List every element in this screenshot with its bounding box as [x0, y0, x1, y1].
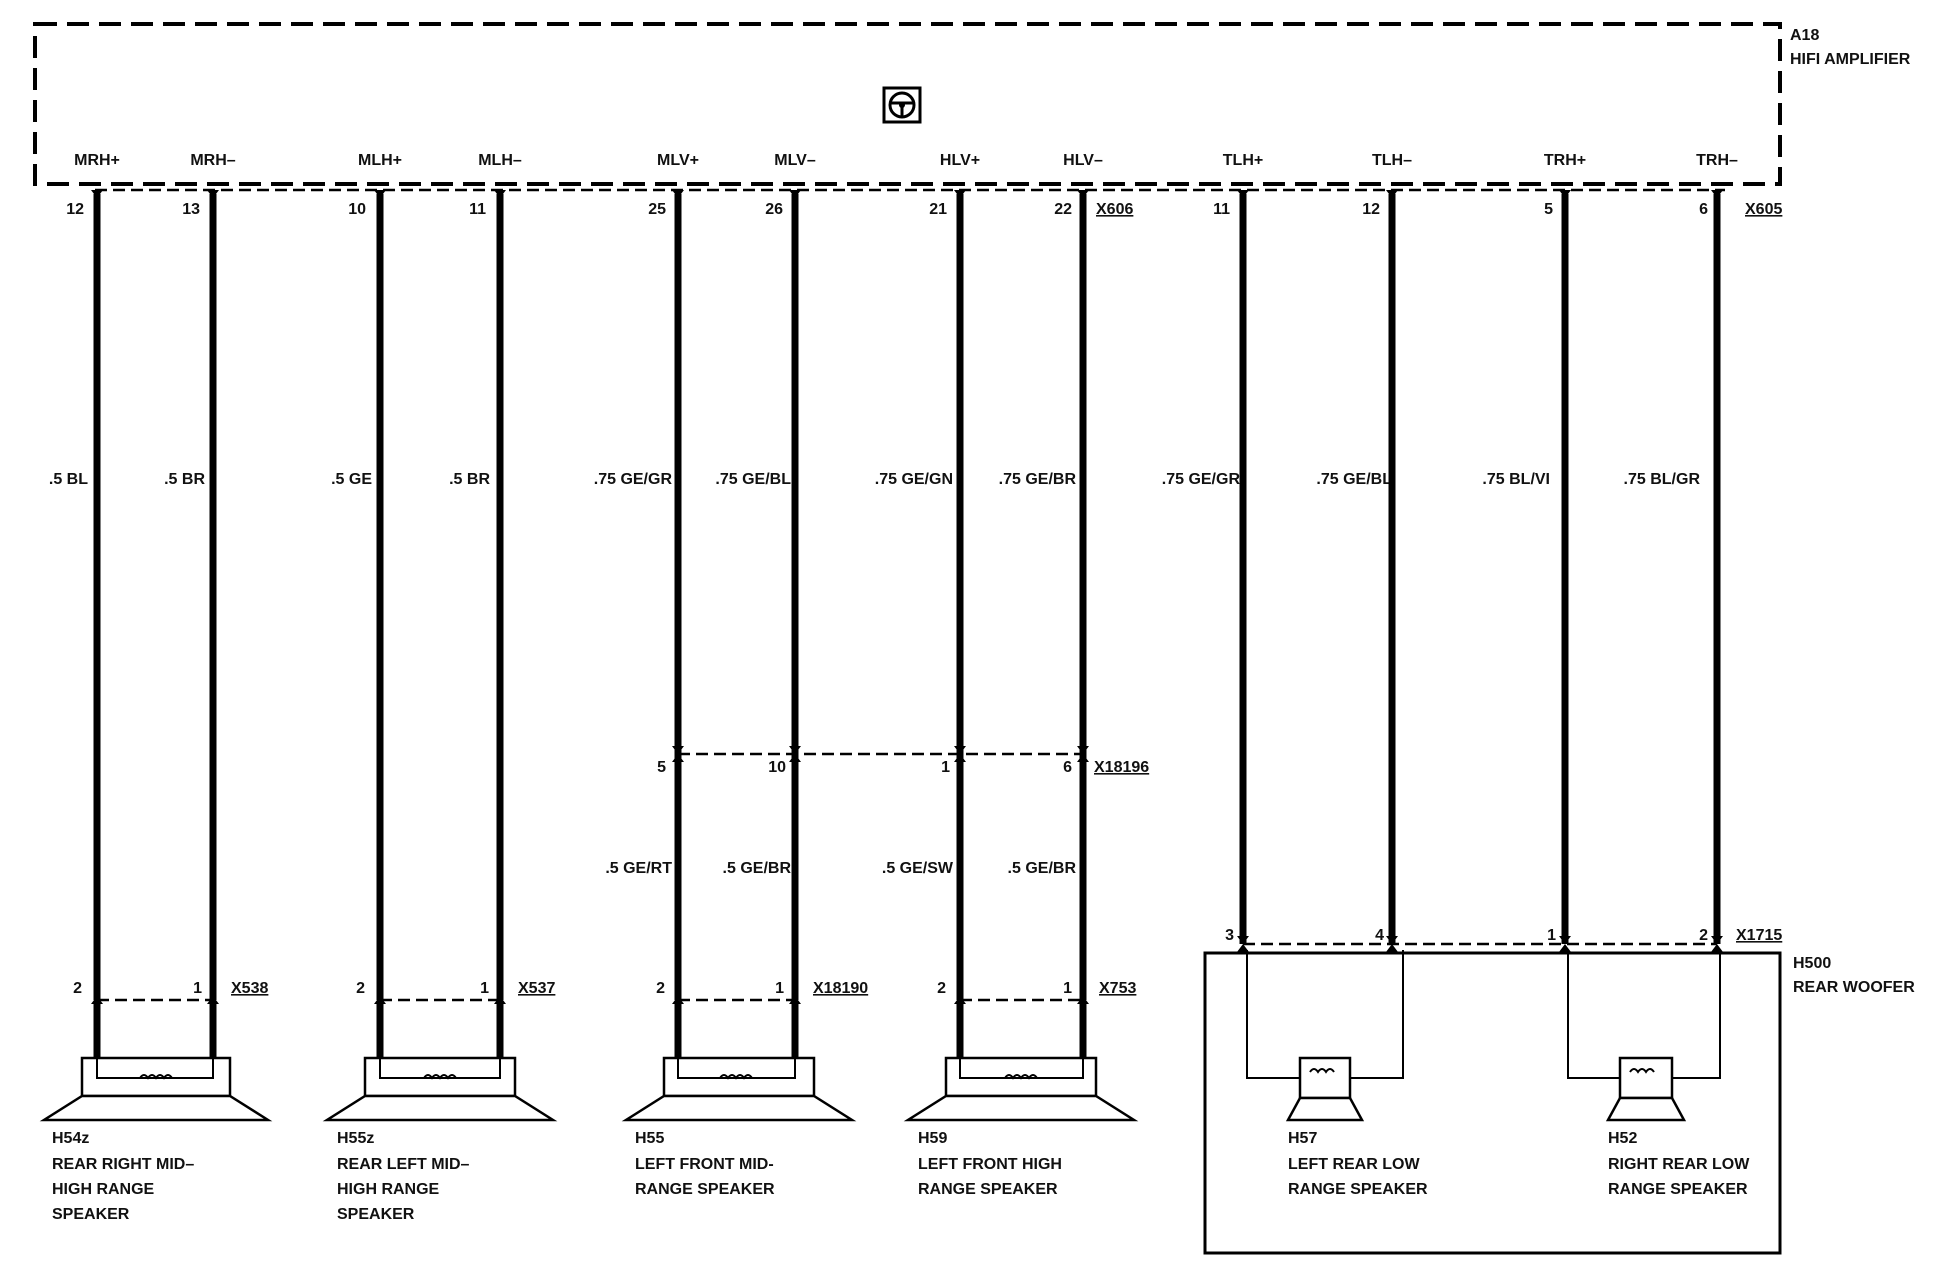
signal-label: MRH– [190, 152, 236, 169]
pin-number: 1 [1547, 927, 1556, 944]
speaker-name-line: RANGE SPEAKER [635, 1181, 775, 1198]
pin-number: 26 [765, 201, 783, 218]
speaker-label-h55 [635, 1130, 775, 1198]
pin-number: 25 [648, 201, 666, 218]
signal-label: MLH– [478, 152, 522, 169]
wire-color-label: .75 GE/BL [715, 471, 791, 488]
wire-color-label: .75 GE/GR [1161, 471, 1240, 488]
connector-x606: X606 [1096, 201, 1134, 218]
speaker-id: H54z [52, 1130, 90, 1147]
signal-label: TLH+ [1222, 152, 1264, 169]
connector-x1715: X1715 [1736, 927, 1783, 944]
speaker-id: H55z [337, 1130, 375, 1147]
signal-label: MLV– [774, 152, 816, 169]
signal-label: TRH+ [1543, 152, 1587, 169]
speaker-label-h57 [1288, 1130, 1428, 1198]
steering-wheel-icon [884, 88, 920, 122]
rear-woofer-box [1205, 953, 1780, 1253]
signal-label: MRH+ [74, 152, 120, 169]
pin-number: 1 [1063, 980, 1072, 997]
speaker-symbol-h54z [44, 1004, 268, 1120]
signal-label: TRH– [1696, 152, 1738, 169]
speaker-name-line: SPEAKER [337, 1206, 415, 1223]
speaker-name-line: SPEAKER [52, 1206, 130, 1223]
pin-number: 21 [929, 201, 947, 218]
pin-number: 2 [356, 980, 365, 997]
pin-number: 3 [1225, 927, 1234, 944]
woofer-name: REAR WOOFER [1793, 979, 1915, 996]
pin-number: 12 [66, 201, 84, 218]
connector-x538: X538 [231, 980, 269, 997]
wires-mlv-hlv [672, 190, 1089, 1004]
signal-label: MLH+ [358, 152, 402, 169]
speaker-label-h59 [918, 1130, 1062, 1198]
signal-label: MLV+ [657, 152, 699, 169]
pin-number: 11 [1213, 201, 1230, 218]
speaker-id: H55 [635, 1130, 665, 1147]
pin-number: 12 [1362, 201, 1380, 218]
amplifier-name: HIFI AMPLIFIER [1790, 51, 1911, 68]
pin-number: 1 [480, 980, 489, 997]
pin-number: 2 [73, 980, 82, 997]
wire-color-label: .5 GE/RT [605, 860, 672, 877]
speaker-label-h52 [1608, 1130, 1750, 1198]
wire-color-labels [49, 471, 1701, 488]
wire-color-label: .75 BL/GR [1623, 471, 1700, 488]
speaker-name-line: HIGH RANGE [52, 1181, 155, 1198]
speaker-name-line: LEFT FRONT MID- [635, 1156, 774, 1173]
pin-number: 5 [657, 759, 666, 776]
wires-tlh-trh [1237, 190, 1723, 952]
connector-x753: X753 [1099, 980, 1137, 997]
wire-color-label: .5 GE/BR [722, 860, 791, 877]
speaker-id: H52 [1608, 1130, 1638, 1147]
wire-color-label: .5 GE [331, 471, 372, 488]
pin-number: 2 [937, 980, 946, 997]
wire-color-label: .75 GE/GR [593, 471, 672, 488]
signal-labels [74, 152, 1738, 169]
signal-label: HLV+ [939, 152, 981, 169]
pin-number: 22 [1054, 201, 1072, 218]
wire-color-label: .75 BL/VI [1482, 471, 1550, 488]
amplifier-id: A18 [1790, 27, 1820, 44]
connector-x537: X537 [518, 980, 556, 997]
wire-color-label: .75 GE/BL [1316, 471, 1392, 488]
speaker-name-line: REAR LEFT MID– [337, 1156, 470, 1173]
wire-color-label: .5 BL [48, 471, 88, 488]
speaker-name-line: LEFT REAR LOW [1288, 1156, 1420, 1173]
speaker-label-h55z [337, 1130, 470, 1223]
speaker-name-line: RANGE SPEAKER [918, 1181, 1058, 1198]
amplifier-pins [66, 201, 1708, 218]
pin-number: 6 [1063, 759, 1072, 776]
speaker-symbol-h52 [1568, 950, 1720, 1120]
speaker-name-line: RIGHT REAR LOW [1608, 1156, 1750, 1173]
speaker-name-line: RANGE SPEAKER [1608, 1181, 1748, 1198]
speaker-id: H57 [1288, 1130, 1318, 1147]
speaker-symbol-h55z [327, 1004, 553, 1120]
wire-color-label: .75 GE/BR [998, 471, 1076, 488]
pin-number: 13 [182, 201, 200, 218]
speaker-label-h54z [52, 1130, 194, 1223]
connector-x18190: X18190 [813, 980, 869, 997]
pin-number: 1 [941, 759, 950, 776]
pin-number: 10 [768, 759, 786, 776]
speaker-name-line: HIGH RANGE [337, 1181, 440, 1198]
speaker-name-line: RANGE SPEAKER [1288, 1181, 1428, 1198]
wire-color-label: .5 BR [164, 471, 205, 488]
pin-number: 4 [1375, 927, 1384, 944]
connector-x18196: X18196 [1094, 759, 1150, 776]
pin-number: 6 [1699, 201, 1708, 218]
signal-label: HLV– [1063, 152, 1103, 169]
pin-number: 1 [775, 980, 784, 997]
pin-number: 10 [348, 201, 366, 218]
speaker-symbol-h59 [908, 1004, 1134, 1120]
wire-color-label: .5 GE/SW [881, 860, 953, 877]
pin-number: 5 [1544, 201, 1553, 218]
pin-number: 2 [1699, 927, 1708, 944]
wires-mlh [374, 190, 506, 1004]
pin-number: 2 [656, 980, 665, 997]
speaker-name-line: REAR RIGHT MID– [52, 1156, 195, 1173]
speaker-name-line: LEFT FRONT HIGH [918, 1156, 1062, 1173]
wire-color-label: .5 BR [449, 471, 490, 488]
speaker-symbol-h57 [1247, 950, 1403, 1120]
speaker-id: H59 [918, 1130, 948, 1147]
wire-color-label: .5 GE/BR [1007, 860, 1076, 877]
wires-mrh [91, 190, 219, 1004]
pin-number: 11 [469, 201, 486, 218]
woofer-id: H500 [1793, 955, 1832, 972]
connector-x605: X605 [1745, 201, 1783, 218]
speaker-symbol-h55 [626, 1004, 852, 1120]
pin-number: 1 [193, 980, 202, 997]
signal-label: TLH– [1372, 152, 1412, 169]
wire-color-label: .75 GE/GN [874, 471, 953, 488]
